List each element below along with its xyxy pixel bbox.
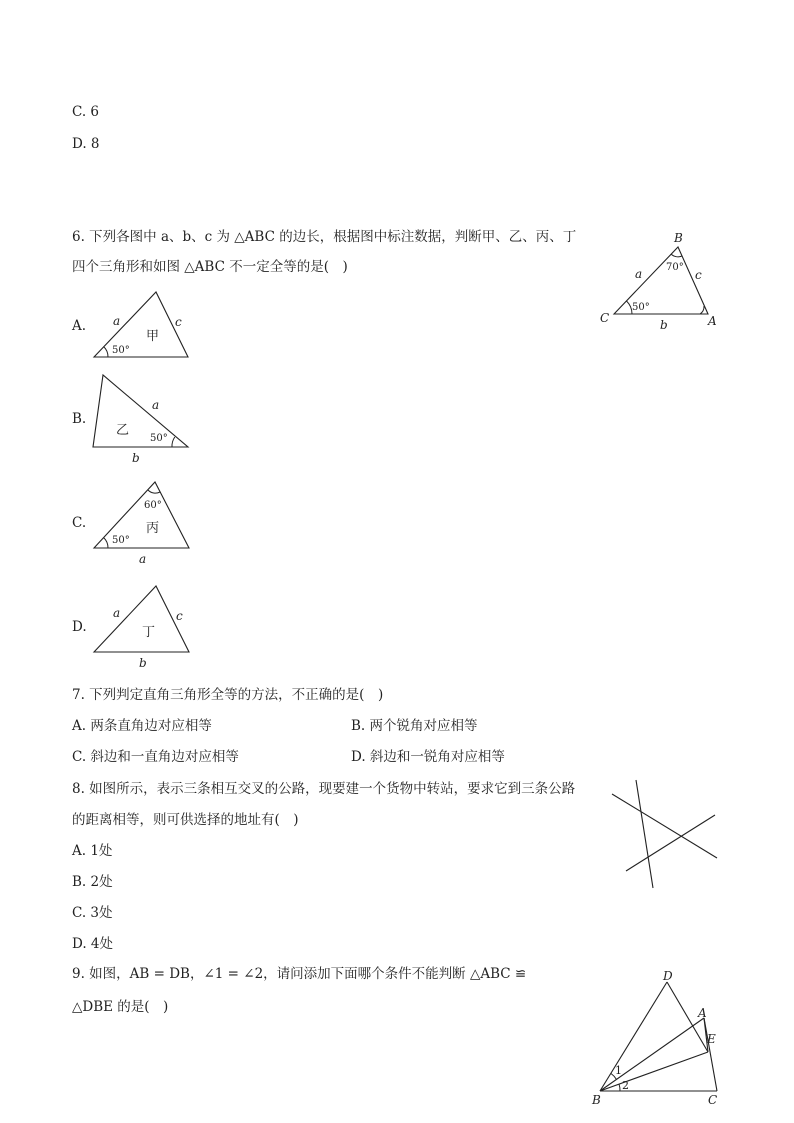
q8-stem-line2: 的距离相等，则可供选择的地址有( ) xyxy=(72,812,299,828)
triangle-name: 甲 xyxy=(146,329,160,344)
q6-option-d-triangle xyxy=(90,583,194,673)
option-d: D. 8 xyxy=(72,136,100,152)
angle-label: 50° xyxy=(112,345,130,356)
q6-option-a-label: A. xyxy=(72,318,87,334)
q8-option-b: B. 2处 xyxy=(72,874,113,890)
point-d-label: D xyxy=(663,969,673,983)
side-b-label: b xyxy=(660,318,668,332)
side-b-label: b xyxy=(139,656,147,670)
q7-option-a: A. 两条直角边对应相等 xyxy=(72,718,212,734)
side-c-label: c xyxy=(176,609,183,623)
q9-stem-line1: 9. 如图，AB = DB，∠1 = ∠2，请问添加下面哪个条件不能判断 △ABC ≌ xyxy=(72,966,527,982)
q6-option-b-label: B. xyxy=(72,411,87,427)
q7-option-b: B. 两个锐角对应相等 xyxy=(351,718,478,734)
triangle-name: 丁 xyxy=(142,625,156,640)
side-a-label: a xyxy=(635,267,643,281)
q8-roads-figure xyxy=(604,776,724,892)
q8-option-a: A. 1处 xyxy=(72,843,113,859)
q8-option-d: D. 4处 xyxy=(72,936,114,952)
side-c-label: c xyxy=(695,268,702,282)
angle-c-label: 50° xyxy=(632,302,650,313)
q6-reference-triangle xyxy=(596,230,726,332)
q7-stem: 7. 下列判定直角三角形全等的方法，不正确的是( ) xyxy=(72,687,384,703)
vertex-b-label: B xyxy=(674,231,683,245)
angle-2-label: 2 xyxy=(622,1079,629,1092)
q6-option-b-triangle xyxy=(90,372,194,468)
point-c-label: C xyxy=(708,1093,718,1107)
side-a-label: a xyxy=(152,398,160,412)
q6-option-a-triangle xyxy=(90,288,194,362)
point-e-label: E xyxy=(707,1032,716,1046)
triangle-name: 乙 xyxy=(116,423,130,438)
side-b-label: b xyxy=(132,451,140,465)
q9-geometry-figure xyxy=(588,966,728,1108)
point-b-label: B xyxy=(592,1093,601,1107)
option-c: C. 6 xyxy=(72,104,100,120)
vertex-a-label: A xyxy=(708,314,717,328)
q6-option-d-label: D. xyxy=(72,619,87,635)
q7-option-c: C. 斜边和一直角边对应相等 xyxy=(72,749,239,765)
q6-stem-line2: 四个三角形和如图 △ABC 不一定全等的是( ) xyxy=(72,259,348,275)
q7-option-d: D. 斜边和一锐角对应相等 xyxy=(351,749,505,765)
q6-stem-line1: 6. 下列各图中 a、b、c 为 △ABC 的边长，根据图中标注数据，判断甲、乙、丙、丁 xyxy=(72,229,577,245)
vertex-c-label: C xyxy=(600,311,610,325)
angle-label-2: 60° xyxy=(144,500,162,511)
triangle-name: 丙 xyxy=(146,521,160,536)
point-a-label: A xyxy=(698,1006,707,1020)
q8-stem-line1: 8. 如图所示，表示三条相互交叉的公路，现要建一个货物中转站，要求它到三条公路 xyxy=(72,781,576,797)
side-a-label: a xyxy=(113,606,121,620)
side-a-label: a xyxy=(113,314,121,328)
side-c-label: c xyxy=(175,315,182,329)
q8-option-c: C. 3处 xyxy=(72,905,113,921)
angle-label: 50° xyxy=(150,433,168,444)
q6-option-c-triangle xyxy=(90,478,194,570)
angle-label-1: 50° xyxy=(112,535,130,546)
q9-stem-line2: △DBE 的是( ) xyxy=(72,999,169,1015)
side-a-label: a xyxy=(139,552,147,566)
angle-1-label: 1 xyxy=(615,1064,622,1077)
angle-b-label: 70° xyxy=(666,262,684,273)
q6-option-c-label: C. xyxy=(72,515,87,531)
